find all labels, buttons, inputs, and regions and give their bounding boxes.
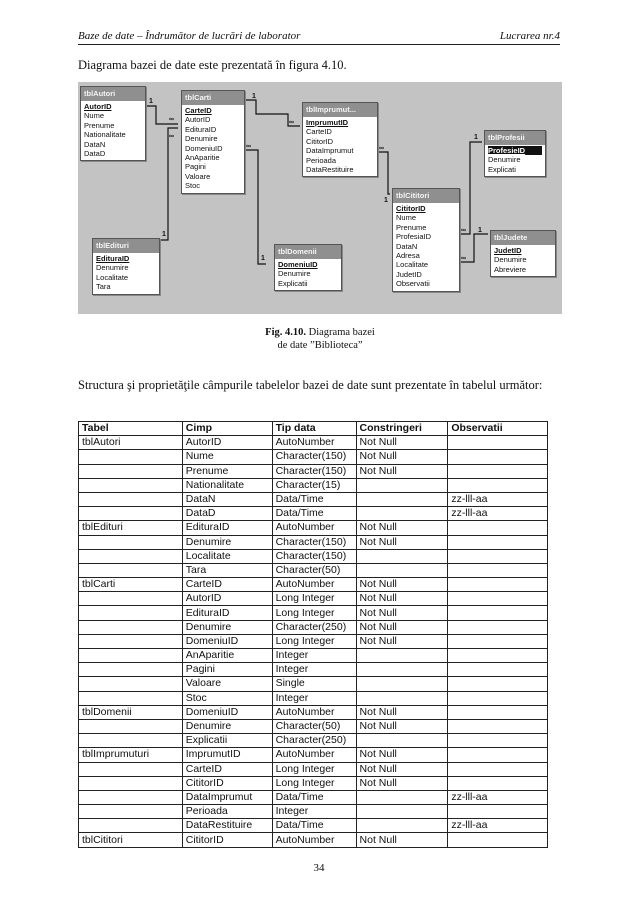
intro-text: Diagrama bazei de date este prezentată în figura 4.10. (78, 58, 347, 72)
table-box-field: Pagini (185, 162, 206, 172)
table-cell: Character(150) (272, 450, 356, 464)
table-cell: Not Null (356, 620, 448, 634)
table-box-fields (485, 145, 545, 176)
table-cell: Tara (182, 563, 272, 577)
table-row (79, 805, 548, 819)
table-cell: Valoare (182, 677, 272, 691)
table-cell: Nationalitate (182, 478, 272, 492)
table-cell: tblImprumuturi (79, 748, 183, 762)
table-row (79, 507, 548, 521)
table-cell (356, 507, 448, 521)
table-row (79, 833, 548, 847)
table-cell (356, 819, 448, 833)
table-box-title: tblDomenii (275, 245, 341, 259)
header-title: Baze de date – Îndrumător de lucrări de laborator (78, 30, 301, 42)
table-box-field: Localitate (96, 272, 129, 282)
table-row (79, 691, 548, 705)
table-box-fields (81, 101, 145, 160)
rel-label-many: ∞ (461, 255, 466, 262)
table-box-field: CarteID (306, 127, 332, 137)
table-box-fields (491, 245, 555, 276)
table-cell (79, 677, 183, 691)
table-cell (79, 606, 183, 620)
column-header: Cimp (182, 422, 272, 436)
table-cell (79, 819, 183, 833)
table-cell (79, 649, 183, 663)
table-cell (448, 592, 548, 606)
table-cell: zz-lll-aa (448, 790, 548, 804)
table-cell: Not Null (356, 450, 448, 464)
table-box-field: Prenume (396, 222, 427, 232)
table-row (79, 478, 548, 492)
rel-cititori-imprumuturi (377, 152, 390, 194)
table-cell (79, 620, 183, 634)
table-row (79, 748, 548, 762)
table-cell (79, 450, 183, 464)
table-cell: Not Null (356, 762, 448, 776)
rel-label-one: 1 (478, 227, 482, 234)
table-cell: Character(250) (272, 734, 356, 748)
table-box-title: tblCarti (182, 91, 244, 105)
table-cell: Not Null (356, 521, 448, 535)
table-cell (448, 705, 548, 719)
table-cell: DataRestituire (182, 819, 272, 833)
table-cell (448, 478, 548, 492)
table-row (79, 634, 548, 648)
table-cell (79, 719, 183, 733)
table-cell: Character(15) (272, 478, 356, 492)
table-box-field: DataN (396, 241, 418, 251)
structure-paragraph: Structura şi proprietăţile câmpurile tabelelor bazei de date sunt prezentate în tabelul următor: (78, 378, 543, 392)
table-cell: Data/Time (272, 819, 356, 833)
table-cell: Not Null (356, 719, 448, 733)
table-cell: Localitate (182, 549, 272, 563)
table-cell: zz-lll-aa (448, 819, 548, 833)
table-cell: AutoNumber (272, 833, 356, 847)
table-cell: Denumire (182, 535, 272, 549)
database-diagram (78, 82, 562, 314)
table-row (79, 620, 548, 634)
rel-label-many: ∞ (169, 116, 174, 123)
table-cell: AutoNumber (272, 705, 356, 719)
table-cell (356, 478, 448, 492)
table-cell: Long Integer (272, 634, 356, 648)
table-cell: tblCarti (79, 578, 183, 592)
table-box-field: JudetID (396, 269, 422, 279)
table-cell: Not Null (356, 833, 448, 847)
table-cell: Integer (272, 663, 356, 677)
table-cell: CititorID (182, 776, 272, 790)
table-cell: DataD (182, 507, 272, 521)
table-cell (448, 535, 548, 549)
rel-label-many: ∞ (379, 145, 384, 152)
table-cell: Not Null (356, 592, 448, 606)
table-box-field: Valoare (185, 171, 211, 181)
table-cell: Stoc (182, 691, 272, 705)
table-box-field: AutorID (185, 115, 211, 125)
table-cell: Long Integer (272, 762, 356, 776)
table-box-field: Denumire (278, 269, 311, 279)
table-box-field: CititorID (306, 136, 334, 146)
table-cell (79, 563, 183, 577)
table-cell (79, 464, 183, 478)
figure-label: Fig. 4.10. (265, 327, 307, 338)
table-cell: AutorID (182, 592, 272, 606)
rel-label-one: 1 (261, 255, 265, 262)
table-cell: Not Null (356, 578, 448, 592)
rel-edituri-carti (160, 128, 178, 240)
table-box-field: Localitate (396, 260, 429, 270)
table-box-imprumuturi (302, 102, 378, 177)
table-cell: Integer (272, 649, 356, 663)
table-box-field: Adresa (396, 251, 420, 261)
table-box-field: JudetID (494, 246, 522, 255)
table-cell (356, 790, 448, 804)
rel-label-many: ∞ (246, 143, 251, 150)
table-cell: Data/Time (272, 507, 356, 521)
table-box-field: Denumire (488, 155, 521, 165)
table-cell (448, 606, 548, 620)
table-cell (448, 734, 548, 748)
table-cell (79, 634, 183, 648)
table-box-autori (80, 86, 146, 161)
rel-label-many: ∞ (461, 227, 466, 234)
figure-caption (200, 326, 440, 352)
table-row (79, 649, 548, 663)
figure-caption-line2: de date ”Biblioteca” (277, 340, 363, 351)
table-box-cititori (392, 188, 460, 292)
table-cell: Pagini (182, 663, 272, 677)
table-box-fields (182, 105, 244, 193)
table-cell: Explicatii (182, 734, 272, 748)
page-header (78, 30, 560, 45)
table-box-field: DataD (84, 149, 106, 159)
table-cell: zz-lll-aa (448, 492, 548, 506)
table-cell: Not Null (356, 464, 448, 478)
table-cell: Perioada (182, 805, 272, 819)
table-box-field: ProfesieID (488, 146, 542, 155)
table-cell (448, 776, 548, 790)
table-cell: DomeniuID (182, 705, 272, 719)
rel-label-many: ∞ (169, 133, 174, 140)
table-cell (448, 833, 548, 847)
table-box-field: ImprumutID (306, 118, 349, 127)
table-cell: Data/Time (272, 790, 356, 804)
table-row (79, 606, 548, 620)
table-cell: tblEdituri (79, 521, 183, 535)
table-cell: AnAparitie (182, 649, 272, 663)
table-row (79, 464, 548, 478)
table-cell (79, 691, 183, 705)
structure-table (78, 421, 548, 848)
table-cell: Integer (272, 691, 356, 705)
table-box-field: CititorID (396, 204, 426, 213)
table-box-field: Perioada (306, 155, 337, 165)
table-row (79, 563, 548, 577)
table-box-field: DataRestituire (306, 165, 354, 175)
table-cell: Long Integer (272, 592, 356, 606)
table-box-field: Explicatii (278, 278, 308, 288)
table-box-field: Nationalitate (84, 130, 126, 140)
table-cell (448, 450, 548, 464)
table-cell: CititorID (182, 833, 272, 847)
table-cell: Not Null (356, 776, 448, 790)
table-box-fields (275, 259, 341, 290)
table-box-title: tblEdituri (93, 239, 159, 253)
table-cell (356, 734, 448, 748)
table-box-carti (181, 90, 245, 194)
table-box-field: DomeniuID (185, 143, 223, 153)
table-box-field: Stoc (185, 181, 201, 191)
table-box-judete (490, 230, 556, 277)
table-cell: ImprumutID (182, 748, 272, 762)
table-box-domenii (274, 244, 342, 291)
table-box-field: Prenume (84, 120, 115, 130)
table-cell: Character(150) (272, 549, 356, 563)
table-cell: AutoNumber (272, 578, 356, 592)
table-cell: tblDomenii (79, 705, 183, 719)
table-cell (79, 492, 183, 506)
table-row (79, 677, 548, 691)
rel-domenii-carti (243, 150, 266, 264)
table-box-field: DomeniuID (278, 260, 318, 269)
table-cell: CarteID (182, 762, 272, 776)
table-cell: Not Null (356, 748, 448, 762)
table-cell (448, 436, 548, 450)
table-box-field: Observatii (396, 279, 430, 289)
table-box-field: DataImprumut (306, 146, 354, 156)
table-cell: Not Null (356, 634, 448, 648)
table-cell (448, 549, 548, 563)
figure-caption-line1: Diagrama bazei (306, 327, 375, 338)
table-box-profesii (484, 130, 546, 177)
table-cell: Character(50) (272, 563, 356, 577)
rel-label-one: 1 (384, 197, 388, 204)
rel-label-one: 1 (252, 93, 256, 100)
table-cell: Long Integer (272, 606, 356, 620)
table-box-field: Denumire (96, 263, 129, 273)
table-cell: AutoNumber (272, 436, 356, 450)
table-cell (448, 762, 548, 776)
table-box-field: Denumire (185, 134, 218, 144)
table-row (79, 578, 548, 592)
rel-profesii-cititori (460, 142, 482, 234)
table-cell (448, 691, 548, 705)
table-row (79, 436, 548, 450)
table-box-field: AutorID (84, 102, 112, 111)
table-cell (79, 805, 183, 819)
table-cell: Not Null (356, 535, 448, 549)
table-cell: AutoNumber (272, 521, 356, 535)
table-cell (79, 790, 183, 804)
table-cell: Character(50) (272, 719, 356, 733)
table-cell (448, 563, 548, 577)
table-cell: Character(150) (272, 535, 356, 549)
table-cell: AutorID (182, 436, 272, 450)
table-row (79, 762, 548, 776)
table-box-title: tblImprumut... (303, 103, 377, 117)
rel-label-one: 1 (149, 98, 153, 105)
table-cell: Single (272, 677, 356, 691)
rel-label-one: 1 (474, 134, 478, 141)
table-cell (356, 563, 448, 577)
table-cell (448, 464, 548, 478)
table-cell: EdituraID (182, 606, 272, 620)
table-cell (448, 634, 548, 648)
table-box-field: EdituraID (96, 254, 130, 263)
table-cell: CarteID (182, 578, 272, 592)
table-cell (448, 677, 548, 691)
table-cell (356, 677, 448, 691)
table-cell: Denumire (182, 620, 272, 634)
table-box-title: tblJudete (491, 231, 555, 245)
table-cell (79, 762, 183, 776)
table-cell: Character(150) (272, 464, 356, 478)
column-header: Observatii (448, 422, 548, 436)
table-header-row (79, 422, 548, 436)
table-cell (448, 649, 548, 663)
table-cell: Integer (272, 805, 356, 819)
table-cell (356, 805, 448, 819)
page-number: 34 (313, 862, 325, 874)
table-cell: Long Integer (272, 776, 356, 790)
table-row (79, 663, 548, 677)
table-box-field: Tara (96, 282, 111, 292)
table-box-title: tblCititori (393, 189, 459, 203)
table-cell: DomeniuID (182, 634, 272, 648)
table-cell (79, 663, 183, 677)
rel-label-one: 1 (162, 231, 166, 238)
table-cell: Not Null (356, 436, 448, 450)
table-box-field: Abreviere (494, 264, 527, 274)
table-cell (356, 663, 448, 677)
table-cell (448, 663, 548, 677)
table-cell (448, 719, 548, 733)
table-cell (448, 521, 548, 535)
table-cell (79, 592, 183, 606)
table-cell (356, 649, 448, 663)
table-row (79, 734, 548, 748)
table-row (79, 776, 548, 790)
table-row (79, 819, 548, 833)
table-cell (79, 776, 183, 790)
table-box-fields (393, 203, 459, 291)
table-cell: tblAutori (79, 436, 183, 450)
header-lab-number: Lucrarea nr.4 (499, 30, 560, 42)
table-box-edituri (92, 238, 160, 295)
table-cell: DataImprumut (182, 790, 272, 804)
table-cell (356, 549, 448, 563)
table-cell: Not Null (356, 606, 448, 620)
table-cell: DataN (182, 492, 272, 506)
table-box-field: ProfesiaID (396, 232, 432, 242)
table-cell (356, 691, 448, 705)
table-cell (79, 734, 183, 748)
table-box-field: CarteID (185, 106, 212, 115)
column-header: Constringeri (356, 422, 448, 436)
table-cell (79, 507, 183, 521)
table-cell: tblCititori (79, 833, 183, 847)
table-cell: EdituraID (182, 521, 272, 535)
table-box-title: tblProfesii (485, 131, 545, 145)
table-cell (356, 492, 448, 506)
table-cell (79, 478, 183, 492)
column-header: Tip data (272, 422, 356, 436)
table-box-field: EdituraID (185, 124, 217, 134)
table-cell: Prenume (182, 464, 272, 478)
table-cell (448, 620, 548, 634)
table-cell: zz-lll-aa (448, 507, 548, 521)
table-cell: Data/Time (272, 492, 356, 506)
table-box-field: AnAparitie (185, 153, 220, 163)
table-box-fields (303, 117, 377, 176)
table-row (79, 719, 548, 733)
table-cell (448, 748, 548, 762)
table-cell (448, 578, 548, 592)
table-cell: Character(250) (272, 620, 356, 634)
table-box-field: Explicati (488, 164, 516, 174)
table-cell (448, 805, 548, 819)
table-cell: Not Null (356, 705, 448, 719)
table-row (79, 592, 548, 606)
table-box-title: tblAutori (81, 87, 145, 101)
table-row (79, 790, 548, 804)
table-box-field: Nume (396, 213, 417, 223)
table-box-field: DataN (84, 139, 106, 149)
table-box-field: Denumire (494, 255, 527, 265)
table-cell: AutoNumber (272, 748, 356, 762)
table-row (79, 535, 548, 549)
column-header: Tabel (79, 422, 183, 436)
table-row (79, 450, 548, 464)
table-row (79, 492, 548, 506)
table-row (79, 705, 548, 719)
table-box-fields (93, 253, 159, 294)
table-cell: Nume (182, 450, 272, 464)
table-cell: Denumire (182, 719, 272, 733)
table-cell (79, 535, 183, 549)
table-box-field: Nume (84, 111, 105, 121)
table-row (79, 549, 548, 563)
table-cell (79, 549, 183, 563)
rel-label-many: ∞ (289, 119, 294, 126)
table-row (79, 521, 548, 535)
